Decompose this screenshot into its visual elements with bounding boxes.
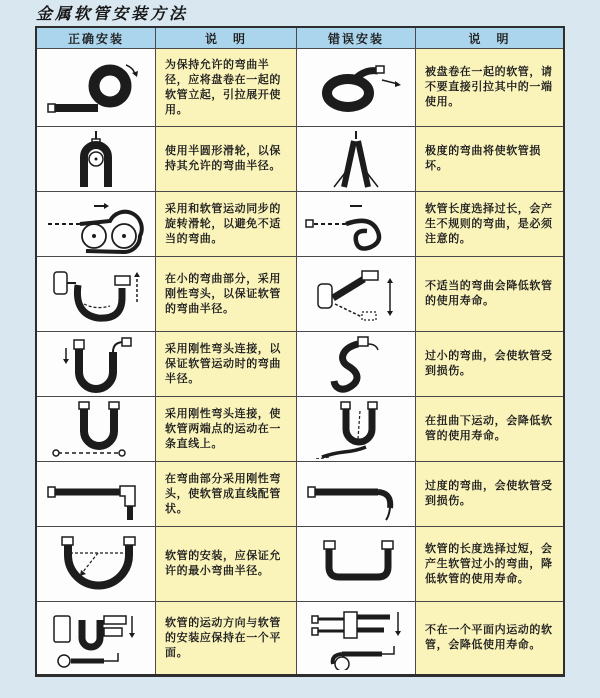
one-plane-motion-icon [40,606,152,670]
correct-diagram-cell [37,49,156,127]
correct-description: 在弯曲部分采用刚性弯头，使软管成直线配管状。 [156,462,297,527]
correct-diagram-cell [37,602,156,674]
table-row [37,127,563,192]
wrong-diagram-cell [297,527,416,602]
sharp-diagonal-bend-icon [300,260,412,328]
correct-description: 采用刚性弯头连接，以保证软管运动时的弯曲半径。 [156,332,297,397]
correct-diagram-cell [37,127,156,192]
wrong-description: 过度的弯曲，会使软管受到损伤。 [416,462,563,527]
installation-methods-table [35,26,565,677]
wrong-description: 软管的长度选择过短，会产生软管过小的弯曲，降低软管的使用寿命。 [416,527,563,602]
irregular-loop-icon [300,194,412,254]
rigid-elbow-small-bend-icon [40,260,152,328]
correct-diagram-cell [37,332,156,397]
header-wrong-installation: 错误安装 [297,28,416,49]
correct-description: 在小的弯曲部分，采用刚性弯头，以保证软管的弯曲半径。 [156,257,297,332]
out-of-plane-motion-icon [300,606,412,670]
wrong-description: 不在一个平面内运动的软管，会降低使用寿命。 [416,602,563,674]
wrong-description: 在扭曲下运动，会降低软管的使用寿命。 [416,397,563,462]
u-loop-twisted-icon [300,399,412,459]
wrong-diagram-cell [297,602,416,674]
rotating-pulleys-icon [40,194,152,254]
too-small-hook-icon [300,334,412,394]
u-loop-straight-line-icon [40,399,152,459]
table-row [37,332,563,397]
wrong-diagram-cell [297,397,416,462]
correct-description: 软管的安装，应保证允许的最小弯曲半径。 [156,527,297,602]
wrong-diagram-cell [297,332,416,397]
header-correct-installation: 正确安装 [37,28,156,49]
wrong-description: 过小的弯曲，会使软管受到损伤。 [416,332,563,397]
coiled-hose-unrolling-icon [40,53,152,123]
wrong-description: 不适当的弯曲会降低软管的使用寿命。 [416,257,563,332]
wrong-diagram-cell [297,127,416,192]
correct-description: 采用刚性弯头连接，使软管两端点的运动在一条直线上。 [156,397,297,462]
page-title: 金属软管安装方法 [36,6,189,23]
header-explanation-2: 说 明 [416,28,563,49]
correct-diagram-cell [37,257,156,332]
correct-diagram-cell [37,192,156,257]
minimum-bend-radius-u-icon [40,531,152,597]
table-row [37,397,563,462]
correct-diagram-cell [37,527,156,602]
table-row [37,49,563,127]
wrong-diagram-cell [297,462,416,527]
wrong-diagram-cell [297,192,416,257]
overbent-corner-icon [300,464,412,524]
correct-description: 为保持允许的弯曲半径，应将盘卷在一起的软管立起，引拉展开使用。 [156,49,297,127]
correct-description: 使用半圆形滑轮，以保持其允许的弯曲半径。 [156,127,297,192]
hose-over-pulley-icon [40,129,152,189]
flat-tight-u-icon [300,531,412,597]
wrong-description: 软管长度选择过长，会产生不规则的弯曲，是必须注意的。 [416,192,563,257]
straight-run-elbow-icon [40,464,152,524]
wrong-description: 被盘卷在一起的软管，请不要直接引拉其中的一端使用。 [416,49,563,127]
header-explanation-1: 说 明 [156,28,297,49]
table-row [37,192,563,257]
wrong-diagram-cell [297,49,416,127]
correct-diagram-cell [37,462,156,527]
sharp-v-bend-icon [300,129,412,189]
correct-description: 软管的运动方向与软管的安装应保持在一个平面。 [156,602,297,674]
table-row [37,462,563,527]
coiled-hose-pulled-icon [300,53,412,123]
table-header-row [37,28,563,49]
wrong-diagram-cell [297,257,416,332]
table-row [37,527,563,602]
rigid-elbow-u-loop-icon [40,334,152,394]
table-row [37,257,563,332]
correct-description: 采用和软管运动同步的旋转滑轮，以避免不适当的弯曲。 [156,192,297,257]
correct-diagram-cell [37,397,156,462]
wrong-description: 极度的弯曲将使软管损坏。 [416,127,563,192]
table-row [37,602,563,674]
